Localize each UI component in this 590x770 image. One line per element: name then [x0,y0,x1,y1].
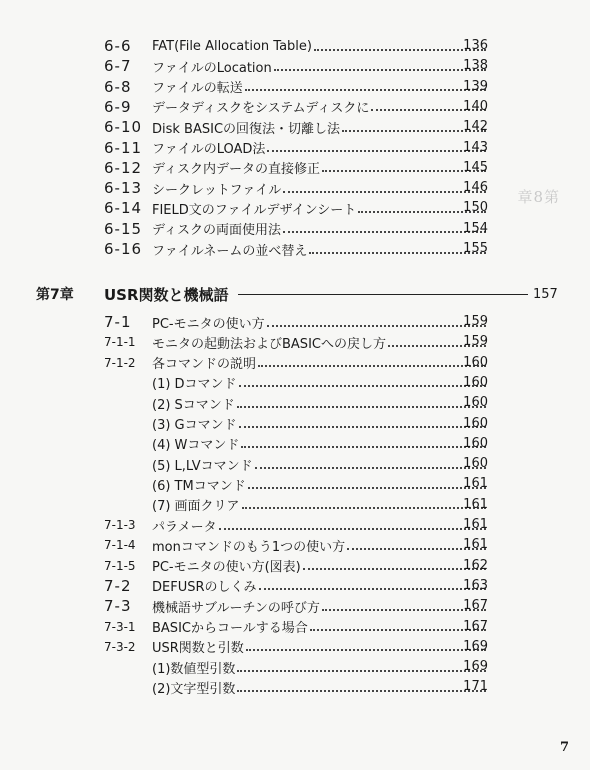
entry-page: 160 [463,354,488,370]
entry-page: 160 [463,374,488,390]
entry-page: 136 [463,38,488,53]
entry-number: 7-1-3 [104,518,136,532]
entry-page: 146 [463,180,488,196]
dot-leader [245,88,486,91]
entry-number: 6-15 [104,219,143,238]
entry-number: 7-1 [104,313,132,331]
entry-number: 7-3-2 [104,639,136,654]
entry-page: 159 [463,314,488,329]
entry-page: 140 [463,98,488,114]
entry-number: 7-3-1 [104,619,136,634]
dot-leader [283,190,486,193]
toc-entry [0,353,590,373]
entry-title: ファイルのLOAD法 [152,142,266,157]
entry-number: 6-12 [104,158,143,177]
entry-title: (6) TMコマンド [152,478,246,494]
toc-entry [0,556,590,576]
toc-entry [0,178,590,198]
toc-entry [0,373,590,393]
entry-number: 6-9 [104,97,132,116]
dot-leader [237,405,486,408]
dot-leader [248,486,486,489]
dot-leader [255,466,486,469]
dot-leader [274,68,486,71]
entry-title: (1) Dコマンド [152,377,237,393]
entry-number: 6-16 [104,240,143,258]
entry-page: 163 [463,577,488,593]
entry-page: 169 [463,638,488,654]
dot-leader [303,567,486,570]
entry-page: 150 [463,200,488,216]
toc-entry [0,312,590,332]
dot-leader [242,506,486,509]
toc-entry [0,393,590,413]
toc-entry [0,515,590,535]
dot-leader [237,689,486,692]
entry-page: 171 [463,679,488,695]
entry-page: 169 [463,659,488,675]
entry-page: 160 [463,456,488,472]
dot-leader [310,628,486,631]
dot-leader [283,230,486,233]
entry-number: 6-6 [104,37,132,55]
entry-page: 160 [463,415,488,431]
page-number: 7 [560,740,570,755]
dot-leader [322,608,486,611]
entry-number: 6-7 [104,57,132,76]
toc-entry [0,198,590,218]
toc-entry [0,117,590,137]
entry-title: PC-モニタの使い方 [152,316,265,332]
entry-title: (2) Sコマンド [152,397,235,413]
entry-page: 161 [463,517,488,532]
dot-leader [267,149,486,152]
entry-number: 7-1-1 [104,335,136,350]
dot-leader [314,48,486,51]
entry-title: ディスク内データの直接修正 [152,162,320,178]
toc-entry [0,239,590,259]
dot-leader [322,169,486,172]
toc-entry [0,56,590,76]
toc-entry [0,657,590,677]
toc-entry [0,158,590,178]
entry-page: 145 [463,159,488,175]
dot-leader [237,669,486,672]
entry-page: 154 [463,220,488,236]
entry-number: 7-1-5 [104,558,136,573]
entry-title: データディスクをシステムディスクに [152,101,370,117]
dot-leader [239,425,486,428]
toc-entry [0,36,590,56]
entry-title: パラメータ [152,519,217,535]
dot-leader [259,587,486,590]
toc-entry [0,576,590,596]
entry-number: 7-2 [104,576,132,595]
entry-page: 161 [463,476,488,492]
toc-entry [0,332,590,352]
toc-entry [0,495,590,515]
entry-title: ファイルのLocation [152,60,272,76]
entry-page: 142 [463,119,488,135]
entry-title: FAT(File Allocation Table) [152,38,312,54]
entry-title: ディスクの両面使用法 [152,223,281,239]
dot-leader [267,324,486,327]
entry-title: (7) 画面クリア [152,499,240,515]
dot-leader [246,648,486,651]
chapter-heading [0,283,590,307]
entry-page: 138 [463,58,488,74]
toc-entry [0,596,590,616]
bleed-through-text: 章8第 [517,188,560,206]
entry-number: 6-13 [104,179,143,198]
entry-page: 167 [463,598,488,614]
toc-entry [0,97,590,117]
entry-page: 155 [463,241,488,256]
toc-entry [0,77,590,97]
entry-page: 162 [463,557,488,573]
toc-entry [0,434,590,454]
entry-title: 各コマンドの説明 [152,357,257,373]
entry-title: FIELD文のファイルデザインシート [152,202,357,218]
entry-number: 7-3 [104,597,132,616]
entry-title: USR関数と引数 [152,641,244,657]
dot-leader [309,251,486,254]
toc-entry [0,454,590,474]
entry-title: BASICからコールする場合 [152,621,308,636]
dot-leader [239,384,486,387]
entry-title: ファイルの転送 [152,81,243,97]
entry-page: 160 [463,435,488,451]
toc-entry [0,414,590,434]
toc-entry [0,677,590,697]
entry-page: 161 [463,496,488,512]
entry-number: 6-11 [104,138,143,157]
entry-page: 167 [463,618,488,634]
entry-page: 139 [463,78,488,94]
entry-number: 7-1-2 [104,355,136,370]
entry-title: PC-モニタの使い方(図表) [152,560,301,576]
dot-leader [241,445,486,448]
entry-title: (3) Gコマンド [152,418,237,433]
entry-page: 159 [463,334,488,350]
chapter-rule [238,294,528,295]
entry-number: 7-1-4 [104,538,136,553]
entry-title: DEFUSRのしくみ [152,580,257,596]
dot-leader [258,364,486,367]
chapter-number: 第7章 [36,287,74,303]
toc-entry [0,138,590,158]
entry-page: 160 [463,395,488,411]
entry-title: (4) Wコマンド [152,438,240,454]
entry-title: monコマンドのもう1つの使い方 [152,539,346,555]
entry-title: モニタの起動法およびBASICへの戻し方 [152,336,386,352]
entry-title: Disk BASICの回復法・切離し法 [152,121,341,137]
entry-title: (5) L,LVコマンド [152,458,253,474]
entry-number: 6-8 [104,77,132,96]
toc-entry [0,535,590,555]
toc-entry [0,617,590,637]
entry-title: 機械語サブルーチンの呼び方 [152,600,320,616]
entry-number: 6-10 [104,118,143,137]
entry-page: 161 [463,537,488,553]
entry-title: ファイルネームの並べ替え [152,243,308,259]
entry-title: シークレットファイル [152,182,282,198]
chapter-title: USR関数と機械語 [104,286,229,304]
entry-number: 6-14 [104,199,143,218]
toc-entry [0,637,590,657]
entry-page: 143 [463,139,488,155]
toc-entry [0,474,590,494]
entry-title: (1)数値型引数 [152,661,236,677]
dot-leader [219,527,486,530]
entry-title: (2)文字型引数 [152,681,236,697]
chapter-page: 157 [533,287,558,302]
toc-entry [0,219,590,239]
